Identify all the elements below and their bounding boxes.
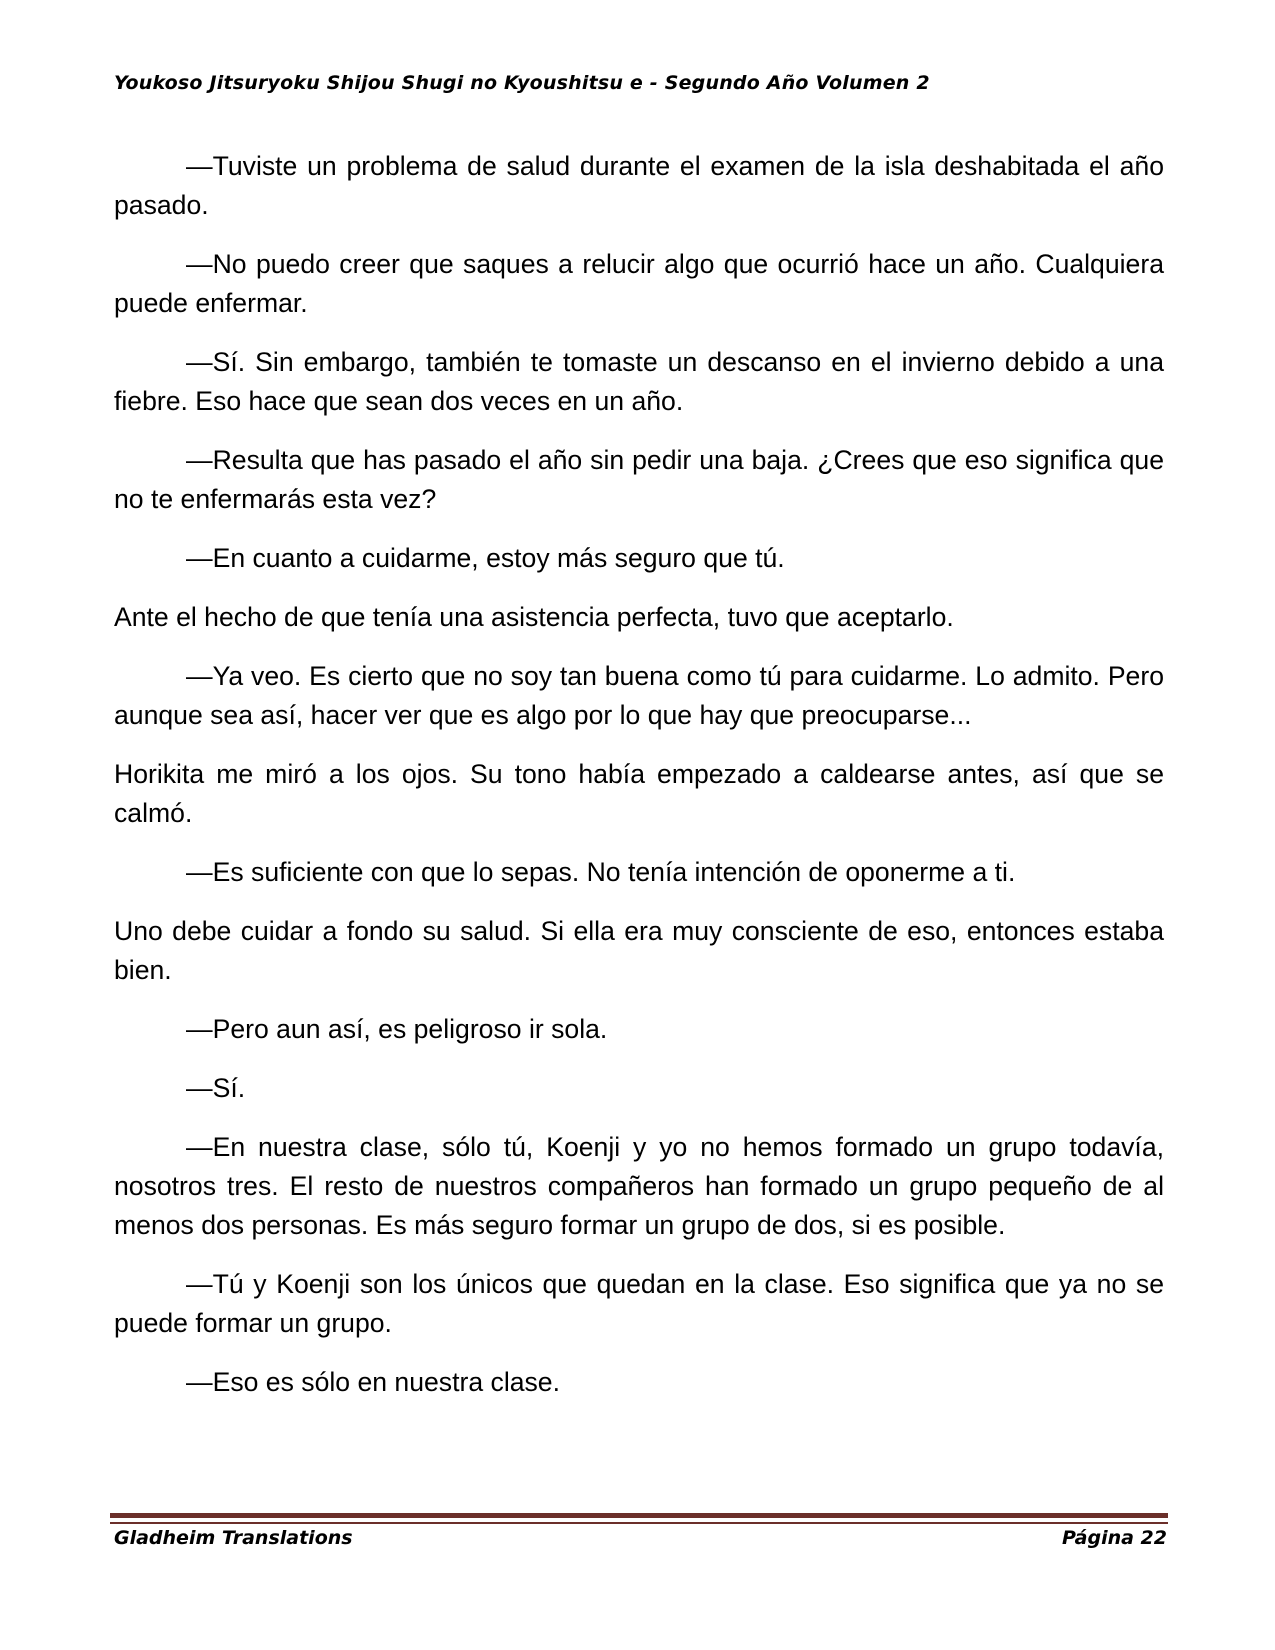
paragraph-14: —Tú y Koenji son los únicos que quedan en la clase. Eso significa que ya no se puede formar un grupo. (114, 1269, 1164, 1338)
paragraph-15: —Eso es sólo en nuestra clase. (186, 1367, 560, 1397)
paragraph-2: —No puedo creer que saques a relucir algo que ocurrió hace un año. Cualquiera puede enfermar. (114, 249, 1164, 318)
paragraph-3: —Sí. Sin embargo, también te tomaste un descanso en el invierno debido a una fiebre. Eso hace que sean dos veces en un año. (114, 347, 1164, 416)
page-body (114, 147, 1164, 1422)
paragraph-6: Ante el hecho de que tenía una asistencia perfecta, tuvo que aceptarlo. (114, 602, 954, 632)
paragraph-12: —Sí. (186, 1073, 246, 1103)
paragraph-5: —En cuanto a cuidarme, estoy más seguro que tú. (186, 543, 785, 573)
paragraph-9: —Es suficiente con que lo sepas. No tenía intención de oponerme a ti. (186, 857, 1016, 887)
footer-translator: Gladheim Translations (114, 1527, 353, 1549)
paragraph-4: —Resulta que has pasado el año sin pedir una baja. ¿Crees que eso significa que no te enfermarás esta vez? (114, 445, 1164, 514)
footer-divider-thin (110, 1522, 1168, 1524)
paragraph-11: —Pero aun así, es peligroso ir sola. (186, 1014, 608, 1044)
footer-divider-thick (110, 1513, 1168, 1518)
footer-page-number: Página 22 (1061, 1527, 1167, 1549)
page-header-title: Youkoso Jitsuryoku Shijou Shugi no Kyoushitsu e - Segundo Año Volumen 2 (114, 72, 930, 94)
paragraph-8: Horikita me miró a los ojos. Su tono había empezado a caldearse antes, así que se calmó. (114, 759, 1164, 828)
paragraph-7: —Ya veo. Es cierto que no soy tan buena como tú para cuidarme. Lo admito. Pero aunque sea así, hacer ver que es algo por lo que hay que preocuparse... (114, 661, 1164, 730)
paragraph-1: —Tuviste un problema de salud durante el examen de la isla deshabitada el año pasado. (114, 151, 1164, 220)
paragraph-13: —En nuestra clase, sólo tú, Koenji y yo no hemos formado un grupo todavía, nosotros tres. El resto de nuestros compañeros han formado un grupo pequeño de al menos dos personas. Es más seguro formar un grupo de dos, si es posible. (114, 1132, 1164, 1240)
paragraph-10: Uno debe cuidar a fondo su salud. Si ella era muy consciente de eso, entonces estaba bien. (114, 916, 1164, 985)
